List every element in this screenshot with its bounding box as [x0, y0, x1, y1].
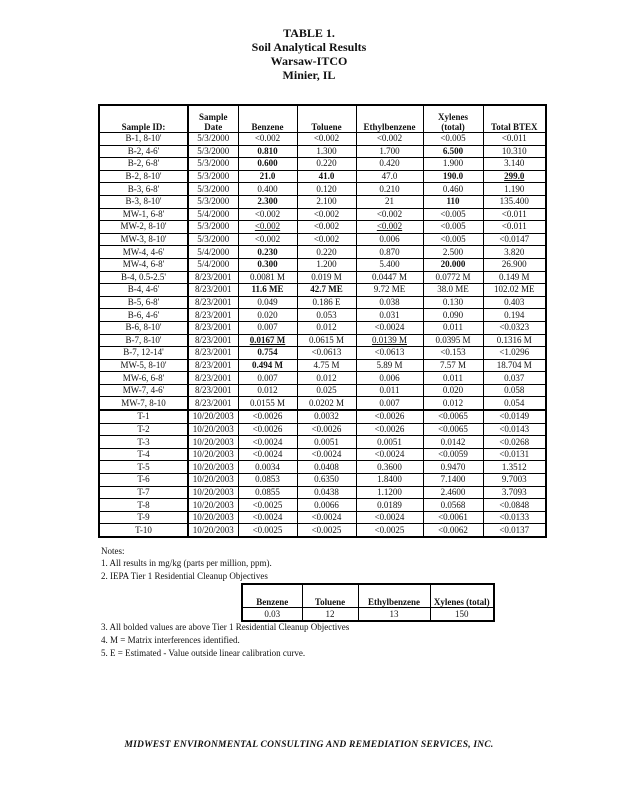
result-cell: 0.0568: [423, 499, 483, 512]
result-cell: <0.0065: [423, 423, 483, 436]
result-cell: 0.006: [356, 372, 423, 385]
sample-id-cell: T-6: [99, 474, 188, 487]
sample-date-cell: 8/23/2001: [188, 397, 238, 410]
result-cell: <0.0024: [238, 511, 297, 524]
result-cell: 0.403: [483, 296, 546, 309]
sample-date-cell: 8/23/2001: [188, 284, 238, 297]
result-cell: 0.0202 M: [297, 397, 356, 410]
result-cell: 0.007: [238, 372, 297, 385]
sample-id-cell: MW-5, 8-10': [99, 359, 188, 372]
result-cell: 42.7 ME: [297, 284, 356, 297]
note-2: 2. IEPA Tier 1 Residential Cleanup Objectives: [101, 571, 268, 581]
result-cell: 1.200: [297, 258, 356, 271]
result-cell: 0.460: [423, 183, 483, 196]
sample-id-cell: B-4, 4-6': [99, 284, 188, 297]
result-cell: 2.4600: [423, 486, 483, 499]
result-cell: 21.0: [238, 170, 297, 183]
result-cell: <0.002: [238, 208, 297, 221]
result-cell: 0.0139 M: [356, 334, 423, 347]
result-cell: <0.0024: [238, 448, 297, 461]
result-cell: <0.002: [356, 221, 423, 234]
result-cell: 0.053: [297, 309, 356, 322]
result-cell: 0.400: [238, 183, 297, 196]
table-header-row: [99, 105, 546, 133]
col-ethylbenzene: Ethylbenzene: [356, 105, 423, 133]
table-subtitle: Soil Analytical Results: [251, 40, 367, 54]
result-cell: 0.0447 M: [356, 271, 423, 284]
result-cell: <0.0065: [423, 410, 483, 423]
result-cell: 0.130: [423, 296, 483, 309]
cleanup-col-xylenes: Xylenes (total): [430, 584, 494, 608]
result-cell: 0.600: [238, 158, 297, 171]
result-cell: <0.002: [238, 133, 297, 146]
result-cell: <1.0296: [483, 347, 546, 360]
cleanup-value-ethylbenzene: 13: [358, 608, 430, 622]
sample-id-cell: T-9: [99, 511, 188, 524]
col-toluene: Toluene: [297, 105, 356, 133]
sample-date-cell: 10/20/2003: [188, 461, 238, 474]
result-cell: <0.0026: [238, 423, 297, 436]
col-xylenes: Xylenes (total): [423, 105, 483, 133]
table-row: [99, 309, 546, 322]
result-cell: 3.7093: [483, 486, 546, 499]
cleanup-col-benzene: Benzene: [242, 584, 302, 608]
sample-date-cell: 10/20/2003: [188, 524, 238, 537]
result-cell: 0.0032: [297, 410, 356, 423]
result-cell: 0.012: [297, 372, 356, 385]
result-cell: <0.005: [423, 133, 483, 146]
result-cell: 1.3512: [483, 461, 546, 474]
sample-date-cell: 10/20/2003: [188, 486, 238, 499]
result-cell: 7.1400: [423, 474, 483, 487]
table-row: [99, 359, 546, 372]
result-cell: 0.054: [483, 397, 546, 410]
result-cell: <0.0133: [483, 511, 546, 524]
sample-date-cell: 5/4/2000: [188, 208, 238, 221]
result-cell: 0.0395 M: [423, 334, 483, 347]
table-row: [99, 133, 546, 146]
sample-id-cell: B-6, 8-10': [99, 321, 188, 334]
result-cell: 38.0 ME: [423, 284, 483, 297]
notes-heading: Notes:: [101, 546, 125, 556]
result-cell: 0.0167 M: [238, 334, 297, 347]
results-group-2000-2001: [99, 133, 546, 411]
result-cell: 0.058: [483, 384, 546, 397]
sample-id-cell: T-8: [99, 499, 188, 512]
result-cell: <0.002: [297, 233, 356, 246]
result-cell: 135.400: [483, 195, 546, 208]
sample-date-cell: 10/20/2003: [188, 436, 238, 449]
cleanup-value-benzene: 0.03: [242, 608, 302, 622]
result-cell: <0.0025: [238, 524, 297, 537]
sample-id-cell: B-6, 4-6': [99, 309, 188, 322]
table-row: [99, 397, 546, 410]
sample-id-cell: T-2: [99, 423, 188, 436]
result-cell: <0.011: [483, 221, 546, 234]
result-cell: <0.0059: [423, 448, 483, 461]
table-row: [99, 208, 546, 221]
sample-id-cell: T-3: [99, 436, 188, 449]
sample-id-cell: T-7: [99, 486, 188, 499]
result-cell: 1.900: [423, 158, 483, 171]
table-row: [99, 183, 546, 196]
sample-date-cell: 5/3/2000: [188, 221, 238, 234]
sample-date-cell: 8/23/2001: [188, 271, 238, 284]
result-cell: <0.0024: [356, 511, 423, 524]
result-cell: 9.7003: [483, 474, 546, 487]
table-row: [99, 423, 546, 436]
sample-id-cell: B-5, 6-8': [99, 296, 188, 309]
result-cell: 0.220: [297, 158, 356, 171]
result-cell: <0.0323: [483, 321, 546, 334]
result-cell: 0.300: [238, 258, 297, 271]
sample-date-cell: 8/23/2001: [188, 309, 238, 322]
result-cell: 0.011: [423, 372, 483, 385]
col-benzene: Benzene: [238, 105, 297, 133]
sample-id-cell: T-4: [99, 448, 188, 461]
sample-id-cell: MW-4, 4-6': [99, 246, 188, 259]
table-row: [99, 474, 546, 487]
result-cell: 0.0142: [423, 436, 483, 449]
result-cell: <0.0024: [356, 321, 423, 334]
result-cell: <0.0024: [297, 448, 356, 461]
result-cell: 2.300: [238, 195, 297, 208]
result-cell: <0.0613: [297, 347, 356, 360]
result-cell: 0.019 M: [297, 271, 356, 284]
table-row: [99, 524, 546, 537]
result-cell: 0.020: [238, 309, 297, 322]
sample-date-cell: 8/23/2001: [188, 321, 238, 334]
table-row: [99, 221, 546, 234]
result-cell: 0.149 M: [483, 271, 546, 284]
result-cell: 18.704 M: [483, 359, 546, 372]
result-cell: 0.0408: [297, 461, 356, 474]
sample-id-cell: MW-3, 8-10': [99, 233, 188, 246]
note-4: 4. M = Matrix interferences identified.: [101, 635, 240, 645]
result-cell: 0.9470: [423, 461, 483, 474]
result-cell: 0.0772 M: [423, 271, 483, 284]
result-cell: 0.754: [238, 347, 297, 360]
result-cell: <0.0026: [356, 423, 423, 436]
result-cell: 5.400: [356, 258, 423, 271]
result-cell: <0.0026: [238, 410, 297, 423]
result-cell: <0.0062: [423, 524, 483, 537]
sample-date-cell: 10/20/2003: [188, 448, 238, 461]
result-cell: <0.0147: [483, 233, 546, 246]
result-cell: 0.012: [297, 321, 356, 334]
result-cell: 7.57 M: [423, 359, 483, 372]
table-row: [99, 372, 546, 385]
result-cell: 0.0051: [356, 436, 423, 449]
result-cell: 26.900: [483, 258, 546, 271]
result-cell: 0.020: [423, 384, 483, 397]
result-cell: <0.002: [297, 133, 356, 146]
result-cell: <0.0131: [483, 448, 546, 461]
result-cell: 0.007: [356, 397, 423, 410]
table-row: [99, 499, 546, 512]
sample-date-cell: 10/20/2003: [188, 423, 238, 436]
cleanup-value-xylenes: 150: [430, 608, 494, 622]
result-cell: <0.0613: [356, 347, 423, 360]
result-cell: 0.0189: [356, 499, 423, 512]
table-row: [99, 486, 546, 499]
sample-id-cell: B-3, 6-8': [99, 183, 188, 196]
result-cell: <0.011: [483, 133, 546, 146]
result-cell: <0.0143: [483, 423, 546, 436]
result-cell: 2.500: [423, 246, 483, 259]
result-cell: <0.0149: [483, 410, 546, 423]
table-row: [99, 233, 546, 246]
cleanup-col-toluene: Toluene: [302, 584, 358, 608]
sample-date-cell: 10/20/2003: [188, 474, 238, 487]
table-row: [99, 195, 546, 208]
col-total-btex: Total BTEX: [483, 105, 546, 133]
result-cell: <0.002: [238, 233, 297, 246]
result-cell: 0.0438: [297, 486, 356, 499]
sample-id-cell: MW-7, 4-6': [99, 384, 188, 397]
sample-date-cell: 5/3/2000: [188, 183, 238, 196]
result-cell: 3.140: [483, 158, 546, 171]
sample-date-cell: 5/3/2000: [188, 195, 238, 208]
table-row: [99, 296, 546, 309]
soil-results-table: [98, 104, 547, 538]
result-cell: 0.870: [356, 246, 423, 259]
table-row: [99, 347, 546, 360]
result-cell: 10.310: [483, 145, 546, 158]
col-sample-date: Sample Date: [188, 105, 238, 133]
table-row: [99, 246, 546, 259]
result-cell: 3.820: [483, 246, 546, 259]
result-cell: <0.0024: [356, 448, 423, 461]
cleanup-header-row: [242, 584, 494, 608]
sample-id-cell: T-5: [99, 461, 188, 474]
result-cell: 0.031: [356, 309, 423, 322]
result-cell: 0.810: [238, 145, 297, 158]
result-cell: <0.002: [297, 208, 356, 221]
result-cell: <0.011: [483, 208, 546, 221]
sample-id-cell: MW-1, 6-8': [99, 208, 188, 221]
result-cell: 20.000: [423, 258, 483, 271]
result-cell: <0.0061: [423, 511, 483, 524]
result-cell: 1.8400: [356, 474, 423, 487]
table-row: [99, 436, 546, 449]
result-cell: 0.0855: [238, 486, 297, 499]
cleanup-values-row: [242, 608, 494, 622]
table-row: [99, 321, 546, 334]
result-cell: <0.005: [423, 208, 483, 221]
table-row: [99, 145, 546, 158]
sample-id-cell: B-4, 0.5-2.5': [99, 271, 188, 284]
sample-id-cell: MW-2, 8-10': [99, 221, 188, 234]
result-cell: 0.220: [297, 246, 356, 259]
table-row: [99, 448, 546, 461]
result-cell: <0.0024: [297, 511, 356, 524]
result-cell: 0.0034: [238, 461, 297, 474]
table-row: [99, 158, 546, 171]
result-cell: 9.72 ME: [356, 284, 423, 297]
table-number: TABLE 1.: [283, 26, 335, 40]
result-cell: 21: [356, 195, 423, 208]
table-row: [99, 258, 546, 271]
sample-date-cell: 8/23/2001: [188, 347, 238, 360]
result-cell: <0.0268: [483, 436, 546, 449]
sample-date-cell: 10/20/2003: [188, 499, 238, 512]
result-cell: 0.230: [238, 246, 297, 259]
result-cell: 0.194: [483, 309, 546, 322]
sample-date-cell: 8/23/2001: [188, 359, 238, 372]
result-cell: <0.0026: [356, 410, 423, 423]
result-cell: <0.0848: [483, 499, 546, 512]
result-cell: <0.002: [356, 133, 423, 146]
results-group-2003: [99, 410, 546, 537]
result-cell: 0.012: [238, 384, 297, 397]
result-cell: 0.037: [483, 372, 546, 385]
sample-id-cell: B-1, 8-10': [99, 133, 188, 146]
table-row: [99, 271, 546, 284]
result-cell: 1.1200: [356, 486, 423, 499]
note-5: 5. E = Estimated - Value outside linear calibration curve.: [101, 648, 306, 658]
result-cell: 6.500: [423, 145, 483, 158]
result-cell: 1.300: [297, 145, 356, 158]
sample-date-cell: 8/23/2001: [188, 372, 238, 385]
table-row: [99, 384, 546, 397]
table-row: [99, 410, 546, 423]
result-cell: 0.007: [238, 321, 297, 334]
sample-date-cell: 8/23/2001: [188, 334, 238, 347]
result-cell: 0.090: [423, 309, 483, 322]
result-cell: 299.0: [483, 170, 546, 183]
result-cell: 47.0: [356, 170, 423, 183]
table-row: [99, 170, 546, 183]
result-cell: 0.6350: [297, 474, 356, 487]
sample-date-cell: 5/3/2000: [188, 158, 238, 171]
result-cell: 0.0615 M: [297, 334, 356, 347]
sample-date-cell: 10/20/2003: [188, 511, 238, 524]
result-cell: <0.005: [423, 221, 483, 234]
sample-date-cell: 5/3/2000: [188, 170, 238, 183]
sample-date-cell: 8/23/2001: [188, 384, 238, 397]
result-cell: 0.0051: [297, 436, 356, 449]
company-footer: MIDWEST ENVIRONMENTAL CONSULTING AND REMEDIATION SERVICES, INC.: [124, 740, 494, 750]
sample-date-cell: 5/3/2000: [188, 133, 238, 146]
sample-id-cell: MW-7, 8-10: [99, 397, 188, 410]
result-cell: <0.0025: [238, 499, 297, 512]
site-location: Minier, IL: [282, 68, 336, 82]
result-cell: <0.005: [423, 233, 483, 246]
table-row: [99, 461, 546, 474]
result-cell: <0.0025: [356, 524, 423, 537]
sample-id-cell: B-2, 8-10': [99, 170, 188, 183]
sample-date-cell: 10/20/2003: [188, 410, 238, 423]
result-cell: 0.420: [356, 158, 423, 171]
table-row: [99, 334, 546, 347]
result-cell: <0.0025: [297, 524, 356, 537]
note-1: 1. All results in mg/kg (parts per million, ppm).: [101, 558, 272, 568]
result-cell: <0.0137: [483, 524, 546, 537]
table-row: [99, 511, 546, 524]
result-cell: 102.02 ME: [483, 284, 546, 297]
sample-id-cell: T-10: [99, 524, 188, 537]
result-cell: <0.002: [238, 221, 297, 234]
result-cell: 0.038: [356, 296, 423, 309]
note-3: 3. All bolded values are above Tier 1 Residential Cleanup Objectives: [101, 622, 350, 632]
cleanup-col-ethylbenzene: Ethylbenzene: [358, 584, 430, 608]
sample-id-cell: B-2, 6-8': [99, 158, 188, 171]
result-cell: 0.0853: [238, 474, 297, 487]
result-cell: <0.0024: [238, 436, 297, 449]
result-cell: <0.0026: [297, 423, 356, 436]
result-cell: 0.120: [297, 183, 356, 196]
result-cell: 2.100: [297, 195, 356, 208]
result-cell: 0.025: [297, 384, 356, 397]
cleanup-objectives-table: [241, 583, 495, 622]
result-cell: <0.002: [297, 221, 356, 234]
sample-date-cell: 8/23/2001: [188, 296, 238, 309]
result-cell: 0.011: [423, 321, 483, 334]
result-cell: <0.002: [356, 208, 423, 221]
result-cell: 11.6 ME: [238, 284, 297, 297]
sample-id-cell: B-2, 4-6': [99, 145, 188, 158]
result-cell: 0.186 E: [297, 296, 356, 309]
result-cell: 0.006: [356, 233, 423, 246]
result-cell: 41.0: [297, 170, 356, 183]
result-cell: 0.049: [238, 296, 297, 309]
result-cell: 1.700: [356, 145, 423, 158]
result-cell: 0.494 M: [238, 359, 297, 372]
col-sample-id: Sample ID:: [99, 105, 188, 133]
result-cell: 0.011: [356, 384, 423, 397]
table-row: [99, 284, 546, 297]
sample-id-cell: T-1: [99, 410, 188, 423]
sample-date-cell: 5/4/2000: [188, 246, 238, 259]
sample-id-cell: MW-4, 6-8': [99, 258, 188, 271]
sample-date-cell: 5/4/2000: [188, 258, 238, 271]
result-cell: 0.0155 M: [238, 397, 297, 410]
result-cell: 0.210: [356, 183, 423, 196]
sample-id-cell: B-7, 12-14': [99, 347, 188, 360]
result-cell: 4.75 M: [297, 359, 356, 372]
result-cell: 0.0081 M: [238, 271, 297, 284]
sample-id-cell: B-7, 8-10': [99, 334, 188, 347]
sample-id-cell: B-3, 8-10': [99, 195, 188, 208]
sample-date-cell: 5/3/2000: [188, 233, 238, 246]
result-cell: 0.012: [423, 397, 483, 410]
result-cell: 5.89 M: [356, 359, 423, 372]
result-cell: 0.0066: [297, 499, 356, 512]
cleanup-value-toluene: 12: [302, 608, 358, 622]
result-cell: 1.190: [483, 183, 546, 196]
result-cell: 0.1316 M: [483, 334, 546, 347]
result-cell: 110: [423, 195, 483, 208]
result-cell: <0.153: [423, 347, 483, 360]
sample-id-cell: MW-6, 6-8': [99, 372, 188, 385]
sample-date-cell: 5/3/2000: [188, 145, 238, 158]
result-cell: 190.0: [423, 170, 483, 183]
site-name: Warsaw-ITCO: [270, 54, 348, 68]
result-cell: 0.3600: [356, 461, 423, 474]
